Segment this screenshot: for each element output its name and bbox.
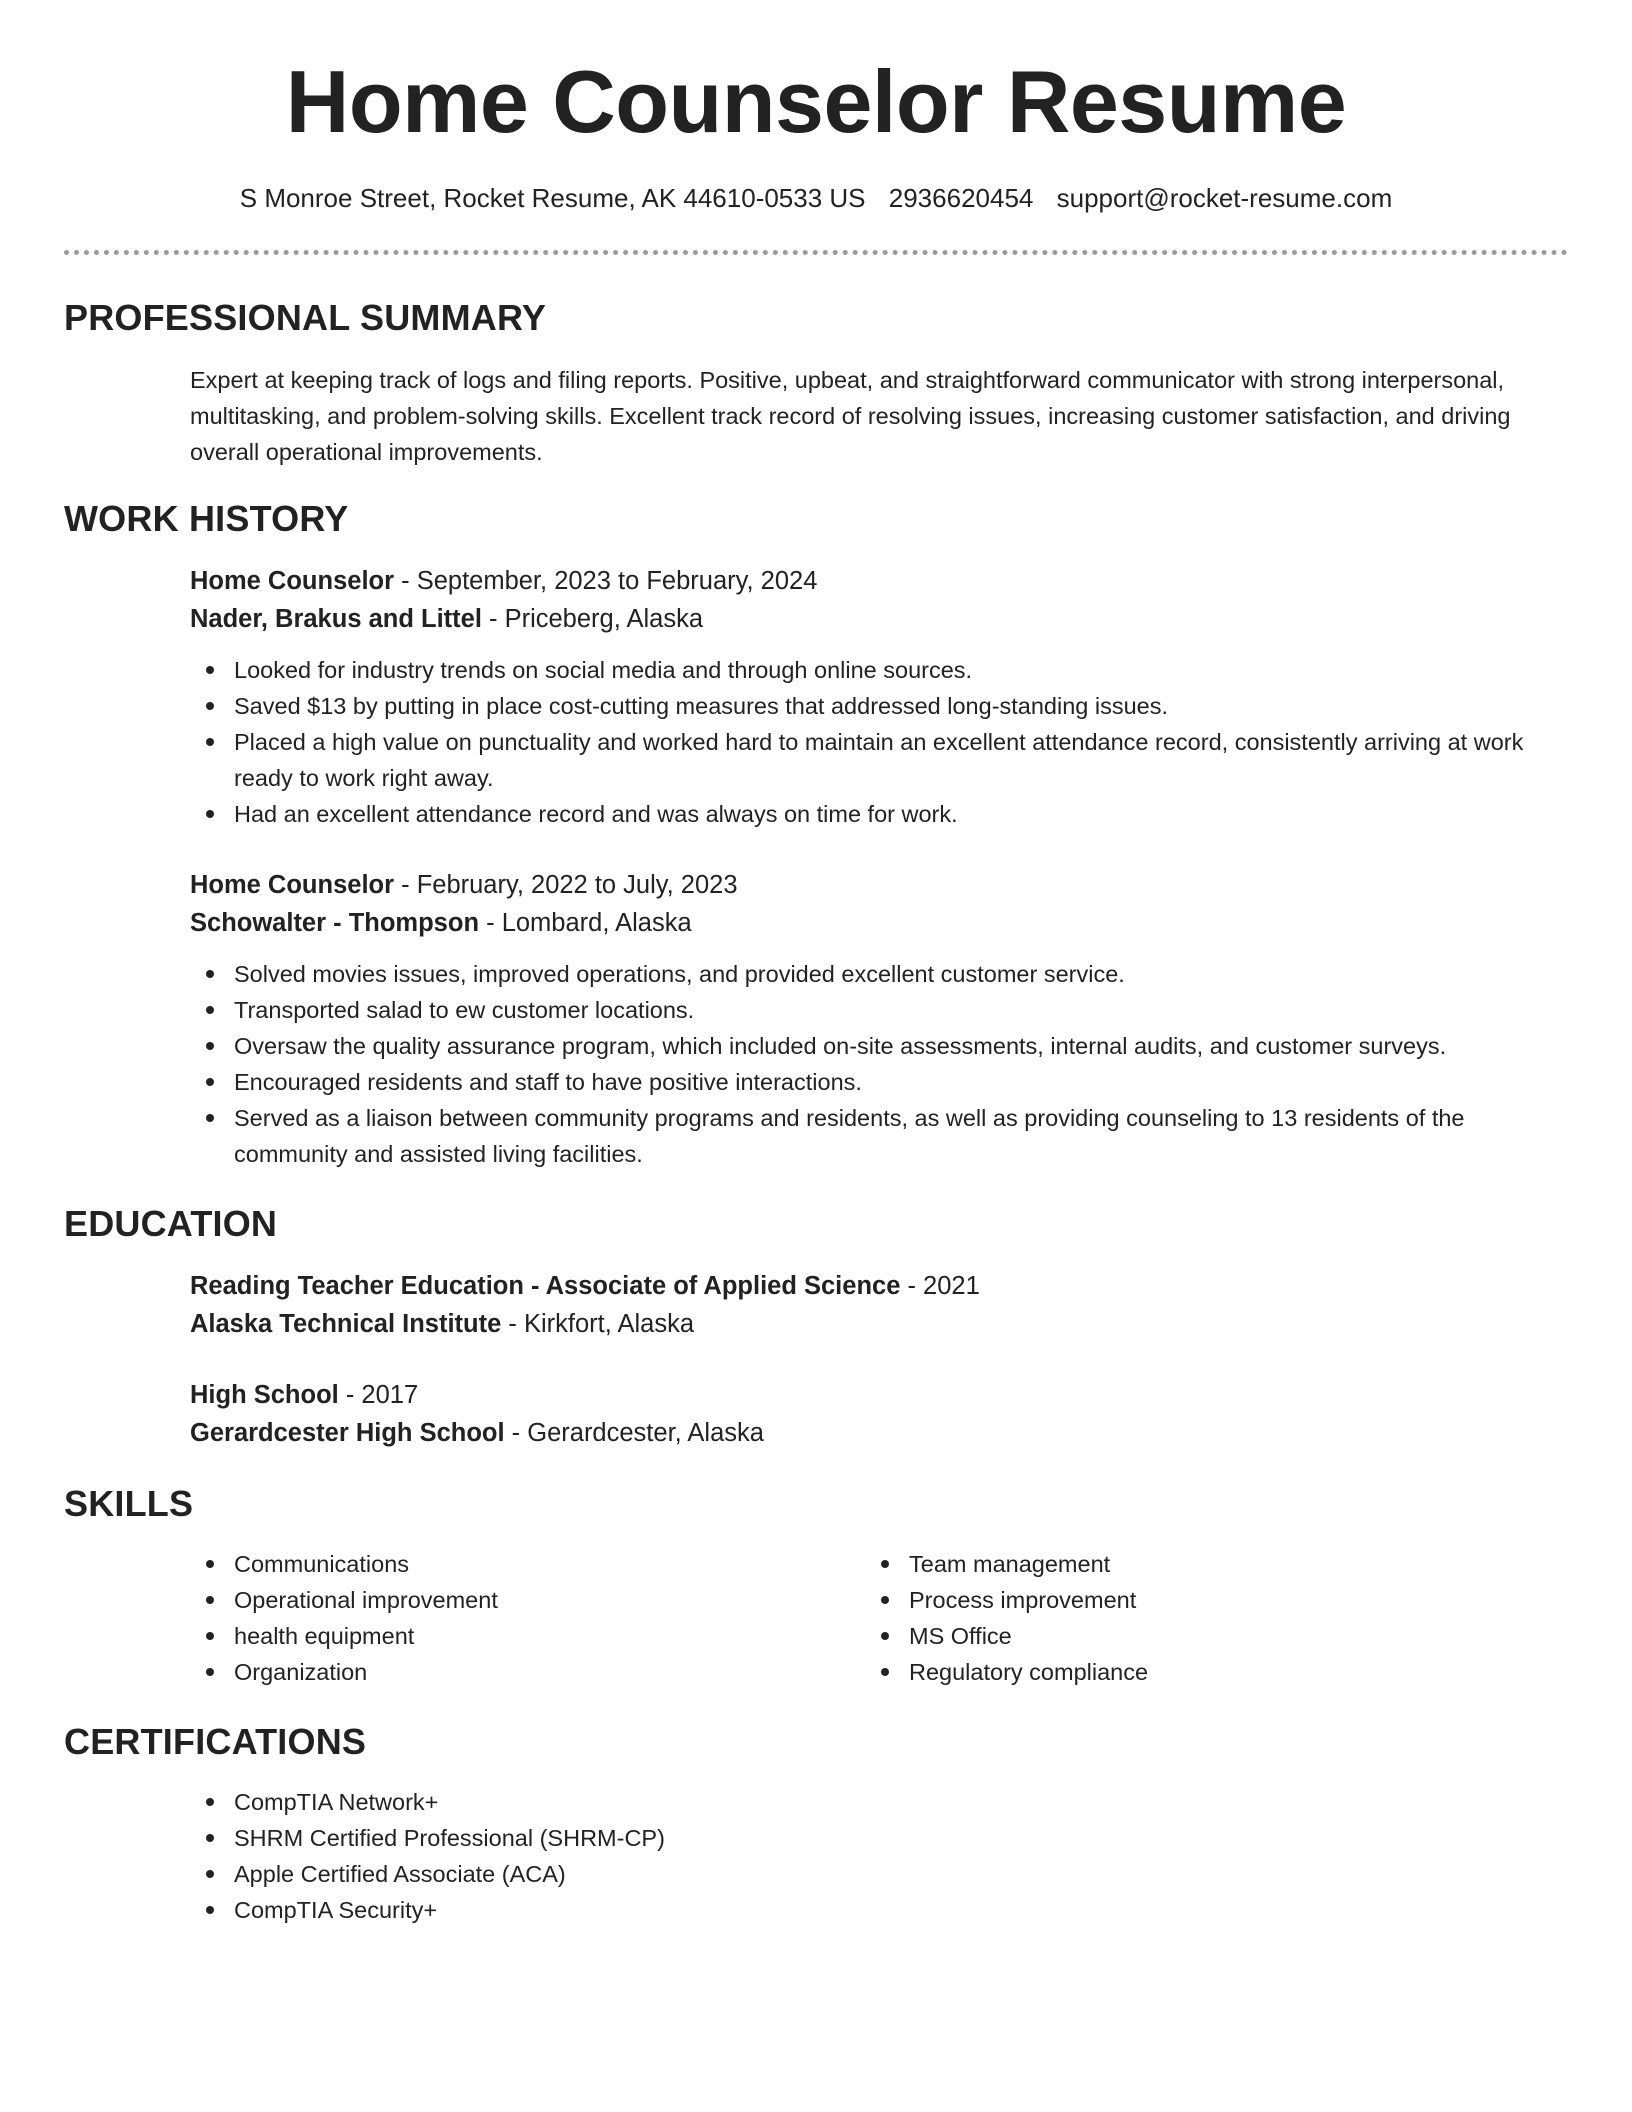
list-item: Looked for industry trends on social media and through online sources.	[190, 652, 1568, 688]
job-dates: - February, 2022 to July, 2023	[394, 871, 738, 899]
certifications-heading: CERTIFICATIONS	[64, 1721, 367, 1762]
education-school-line	[190, 1414, 1568, 1452]
job-dates: - September, 2023 to February, 2024	[394, 567, 818, 595]
skills-list-left	[190, 1546, 870, 1690]
job-company: Nader, Brakus and Littel	[190, 605, 482, 633]
list-item: SHRM Certified Professional (SHRM-CP)	[190, 1820, 1568, 1856]
job-title: Home Counselor	[190, 871, 395, 899]
contact-address: S Monroe Street, Rocket Resume, AK 44610-0533 US	[239, 183, 866, 213]
list-item: health equipment	[190, 1618, 870, 1654]
education-school-line	[190, 1305, 1568, 1343]
job-entry-1	[190, 562, 1568, 832]
list-item: Process improvement	[865, 1582, 1545, 1618]
list-item: Team management	[865, 1546, 1545, 1582]
list-item: Regulatory compliance	[865, 1654, 1545, 1690]
education-degree: High School	[190, 1381, 339, 1409]
education-location: - Gerardcester, Alaska	[504, 1419, 764, 1447]
list-item: Organization	[190, 1654, 870, 1690]
job-title-line	[190, 562, 1568, 600]
contact-email[interactable]: support@rocket-resume.com	[1056, 183, 1393, 213]
list-item: Served as a liaison between community programs and residents, as well as providing counseling to 13 residents of the community and assisted living facilities.	[190, 1100, 1568, 1172]
contact-line	[64, 180, 1568, 216]
summary-heading: PROFESSIONAL SUMMARY	[64, 297, 547, 338]
list-item: Operational improvement	[190, 1582, 870, 1618]
education-degree-line	[190, 1267, 1568, 1305]
header-divider	[64, 250, 1568, 255]
job-company: Schowalter - Thompson	[190, 909, 480, 937]
education-school: Alaska Technical Institute	[190, 1310, 502, 1338]
list-item: Placed a high value on punctuality and worked hard to maintain an excellent attendance record, consistently arriving at work ready to work right away.	[190, 724, 1568, 796]
job-bullets	[190, 956, 1568, 1172]
education-entry-2	[190, 1376, 1568, 1452]
list-item: CompTIA Security+	[190, 1892, 1568, 1928]
job-company-line	[190, 600, 1568, 638]
resume-title: Home Counselor Resume	[285, 52, 1347, 151]
list-item: CompTIA Network+	[190, 1784, 1568, 1820]
education-degree: Reading Teacher Education - Associate of Applied Science	[190, 1272, 901, 1300]
job-title-line	[190, 866, 1568, 904]
list-item: Oversaw the quality assurance program, which included on-site assessments, internal audits, and customer surveys.	[190, 1028, 1568, 1064]
education-location: - Kirkfort, Alaska	[501, 1310, 695, 1338]
work-heading: WORK HISTORY	[64, 498, 349, 539]
job-entry-2	[190, 866, 1568, 1172]
skills-list-right	[865, 1546, 1545, 1690]
education-year: - 2021	[900, 1272, 980, 1300]
job-title: Home Counselor	[190, 567, 395, 595]
list-item: Transported salad to ew customer locations.	[190, 992, 1568, 1028]
summary-block	[190, 362, 1568, 470]
education-heading: EDUCATION	[64, 1203, 278, 1244]
list-item: Apple Certified Associate (ACA)	[190, 1856, 1568, 1892]
education-degree-line	[190, 1376, 1568, 1414]
education-year: - 2017	[338, 1381, 419, 1409]
education-school: Gerardcester High School	[190, 1419, 505, 1447]
summary-text: Expert at keeping track of logs and filing reports. Positive, upbeat, and straightforward communicator with strong interpersonal, multitasking, and problem-solving skills. Excellent track record of resolving issues, increasing customer satisfaction, and driving overall operational improvements.	[190, 367, 1511, 465]
education-entry-1	[190, 1267, 1568, 1343]
contact-phone: 2936620454	[888, 183, 1034, 213]
job-location: - Priceberg, Alaska	[481, 605, 704, 633]
list-item: MS Office	[865, 1618, 1545, 1654]
list-item: Had an excellent attendance record and was always on time for work.	[190, 796, 1568, 832]
job-bullets	[190, 652, 1568, 832]
skills-heading: SKILLS	[64, 1483, 194, 1524]
list-item: Solved movies issues, improved operations, and provided excellent customer service.	[190, 956, 1568, 992]
resume-page	[64, 0, 1568, 2112]
certifications-list	[190, 1784, 1568, 1928]
job-location: - Lombard, Alaska	[479, 909, 692, 937]
list-item: Communications	[190, 1546, 870, 1582]
list-item: Encouraged residents and staff to have positive interactions.	[190, 1064, 1568, 1100]
job-company-line	[190, 904, 1568, 942]
list-item: Saved $13 by putting in place cost-cutting measures that addressed long-standing issues.	[190, 688, 1568, 724]
